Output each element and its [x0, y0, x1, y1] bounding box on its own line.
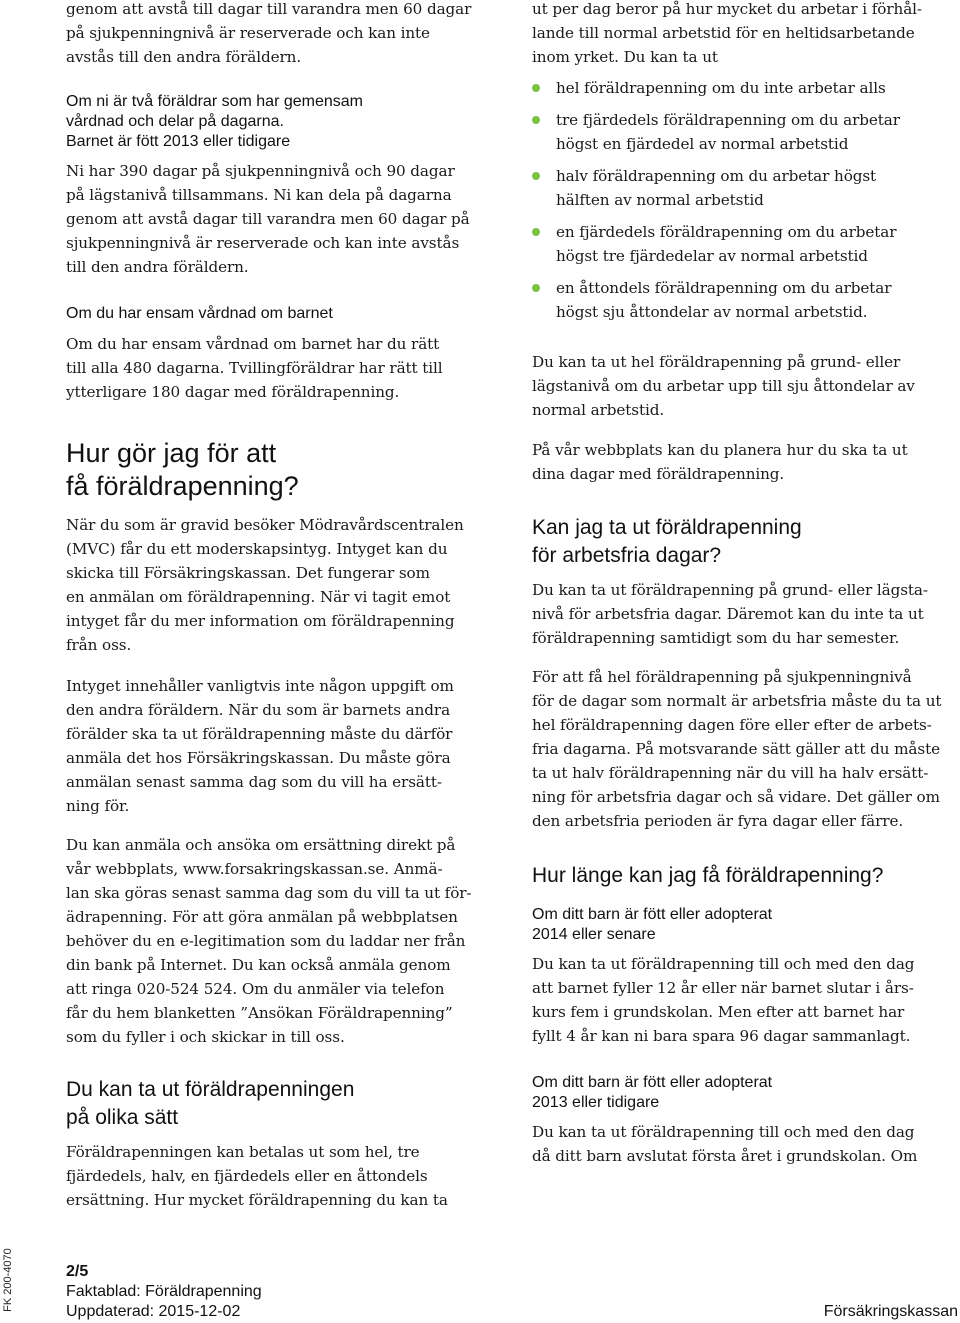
bullet-icon: [532, 172, 540, 180]
bullet-icon: [532, 228, 540, 236]
paragraph-ensam-vardnad: Om du har ensam vårdnad om barnet har du rätt till alla 480 dagarna. Tvillingföräldrar har rätt till ytterligare 180 dagar med föräldrapenning.: [66, 335, 443, 401]
brand-logo-text: Försäkringskassan: [823, 1303, 958, 1320]
list-item: en fjärdedels föräldrapenning om du arbetar högst tre fjärdedelar av normal arbetstid: [532, 220, 960, 268]
paragraph-arbetsfria-2: För att få hel föräldrapenning på sjukpenningnivå för de dagar som normalt är arbetsfria måste du ta ut hel föräldrapenning dagen före eller efter de arbets- fria dagarna. På motsvarande sätt gäller att du måste ta ut halv föräldrapenning när du vill ha halv ersätt- ning för arbetsfria dagar och så vidare. Det gäller om den arbetsfria perioden är fyra dagar eller färre.: [532, 668, 942, 830]
bullet-icon: [532, 84, 540, 92]
heading-gemensam-vardnad: Om ni är två föräldrar som har gemensam vårdnad och delar på dagarna. Barnet är fött 2013 eller tidigare: [66, 93, 363, 150]
heading-ensam-vardnad: Om du har ensam vårdnad om barnet: [66, 305, 333, 322]
footer: [66, 1262, 366, 1322]
paragraph-hur-2: Intyget innehåller vanligtvis inte någon uppgift om den andra föräldern. När du som är barnets andra förälder ska ta ut föräldrapenning måste du därför anmäla det hos Försäkringskassan. Du måste göra anmälan senast samma dag som du vill ha ersätt- ning för.: [66, 677, 454, 815]
paragraph-2013-tidigare: Du kan ta ut föräldrapenning till och med den dag då ditt barn avslutat första året i grundskolan. Om: [532, 1123, 918, 1165]
document-type: Faktablad: Föräldrapenning: [66, 1283, 262, 1300]
heading-2014-senare: Om ditt barn är fött eller adopterat 2014 eller senare: [532, 906, 773, 943]
paragraph-hur-1: När du som är gravid besöker Mödravårdscentralen (MVC) får du ett moderskapsintyg. Intyget kan du skicka till Försäkringskassan. Det fungerar som en anmälan om föräldrapenning. När vi tagit emot intyget får du mer information om föräldrapenning från oss.: [66, 516, 464, 654]
heading-olika-satt: Du kan ta ut föräldrapenningen på olika sätt: [66, 1078, 355, 1129]
paragraph-grundniva: Du kan ta ut hel föräldrapenning på grund- eller lägstanivå om du arbetar upp till sju åttondelar av normal arbetstid.: [532, 353, 915, 419]
paragraph-olika-satt: Föräldrapenningen kan betalas ut som hel, tre fjärdedels, halv, en fjärdedels eller en åttondels ersättning. Hur mycket föräldrapenning du kan ta: [66, 1143, 448, 1209]
list-item: halv föräldrapenning om du arbetar högst hälften av normal arbetstid: [532, 164, 960, 212]
heading-hur-lange: Hur länge kan jag få föräldrapenning?: [532, 864, 884, 887]
paragraph-planera: På vår webbplats kan du planera hur du ska ta ut dina dagar med föräldrapenning.: [532, 441, 908, 483]
bullet-icon: [532, 284, 540, 292]
updated-date: Uppdaterad: 2015-12-02: [66, 1303, 241, 1320]
list-item: hel föräldrapenning om du inte arbetar alls: [532, 76, 960, 100]
paragraph-2014-senare: Du kan ta ut föräldrapenning till och med den dag att barnet fyller 12 år eller när barnet slutar i års- kurs fem i grundskolan. Men efter att barnet har fyllt 4 år kan ni bara spara 96 dagar sammanlagt.: [532, 955, 915, 1045]
heading-2013-tidigare: Om ditt barn är fött eller adopterat 2013 eller tidigare: [532, 1074, 773, 1111]
bullet-icon: [532, 116, 540, 124]
form-code: [0, 1239, 14, 1323]
heading-arbetsfria-dagar: Kan jag ta ut föräldrapenning för arbetsfria dagar?: [532, 516, 802, 567]
paragraph-right-intro: ut per dag beror på hur mycket du arbetar i förhål- lande till normal arbetstid för en heltidsarbetande inom yrket. Du kan ta ut: [532, 0, 922, 66]
list-item: tre fjärdedels föräldrapenning om du arbetar högst en fjärdedel av normal arbetstid: [532, 108, 960, 156]
paragraph-hur-3: Du kan anmäla och ansöka om ersättning direkt på vår webbplats, www.forsakringskassan.se. Anmä- lan ska göras senast samma dag som du vill ta ut för- ädrapenning. För att göra anmälan på webbplatsen behöver du en e-legitimation som du laddar ner från din bank på Internet. Du kan också anmäla genom att ringa 020-524 524. Om du anmäler via telefon får du hem blanketten ”Ansökan Föräldrapenning” som du fyller i och skickar in till oss.: [66, 836, 472, 1046]
page-number: 2/5: [66, 1263, 89, 1280]
list-item: en åttondels föräldrapenning om du arbetar högst sju åttondelar av normal arbetstid.: [532, 276, 960, 324]
paragraph-arbetsfria-1: Du kan ta ut föräldrapenning på grund- eller lägsta- nivå för arbetsfria dagar. Däremot kan du inte ta ut föräldrapenning samtidigt som du har semester.: [532, 581, 928, 647]
bullet-list: [532, 76, 960, 324]
paragraph-gemensam-vardnad: Ni har 390 dagar på sjukpenningnivå och 90 dagar på lägstanivå tillsammans. Ni kan dela på dagarna genom att avstå dagar till varandra men 60 dagar på sjukpenningnivå är reserverade och kan inte avstås till den andra föräldern.: [66, 162, 470, 276]
heading-hur-gor-jag: Hur gör jag för att få föräldrapenning?: [66, 438, 299, 501]
form-code-label: FK 200-4070: [2, 1248, 14, 1312]
paragraph-intro: genom att avstå till dagar till varandra men 60 dagar på sjukpenningnivå är reserverade och kan inte avstås till den andra föräldern.: [66, 0, 472, 66]
